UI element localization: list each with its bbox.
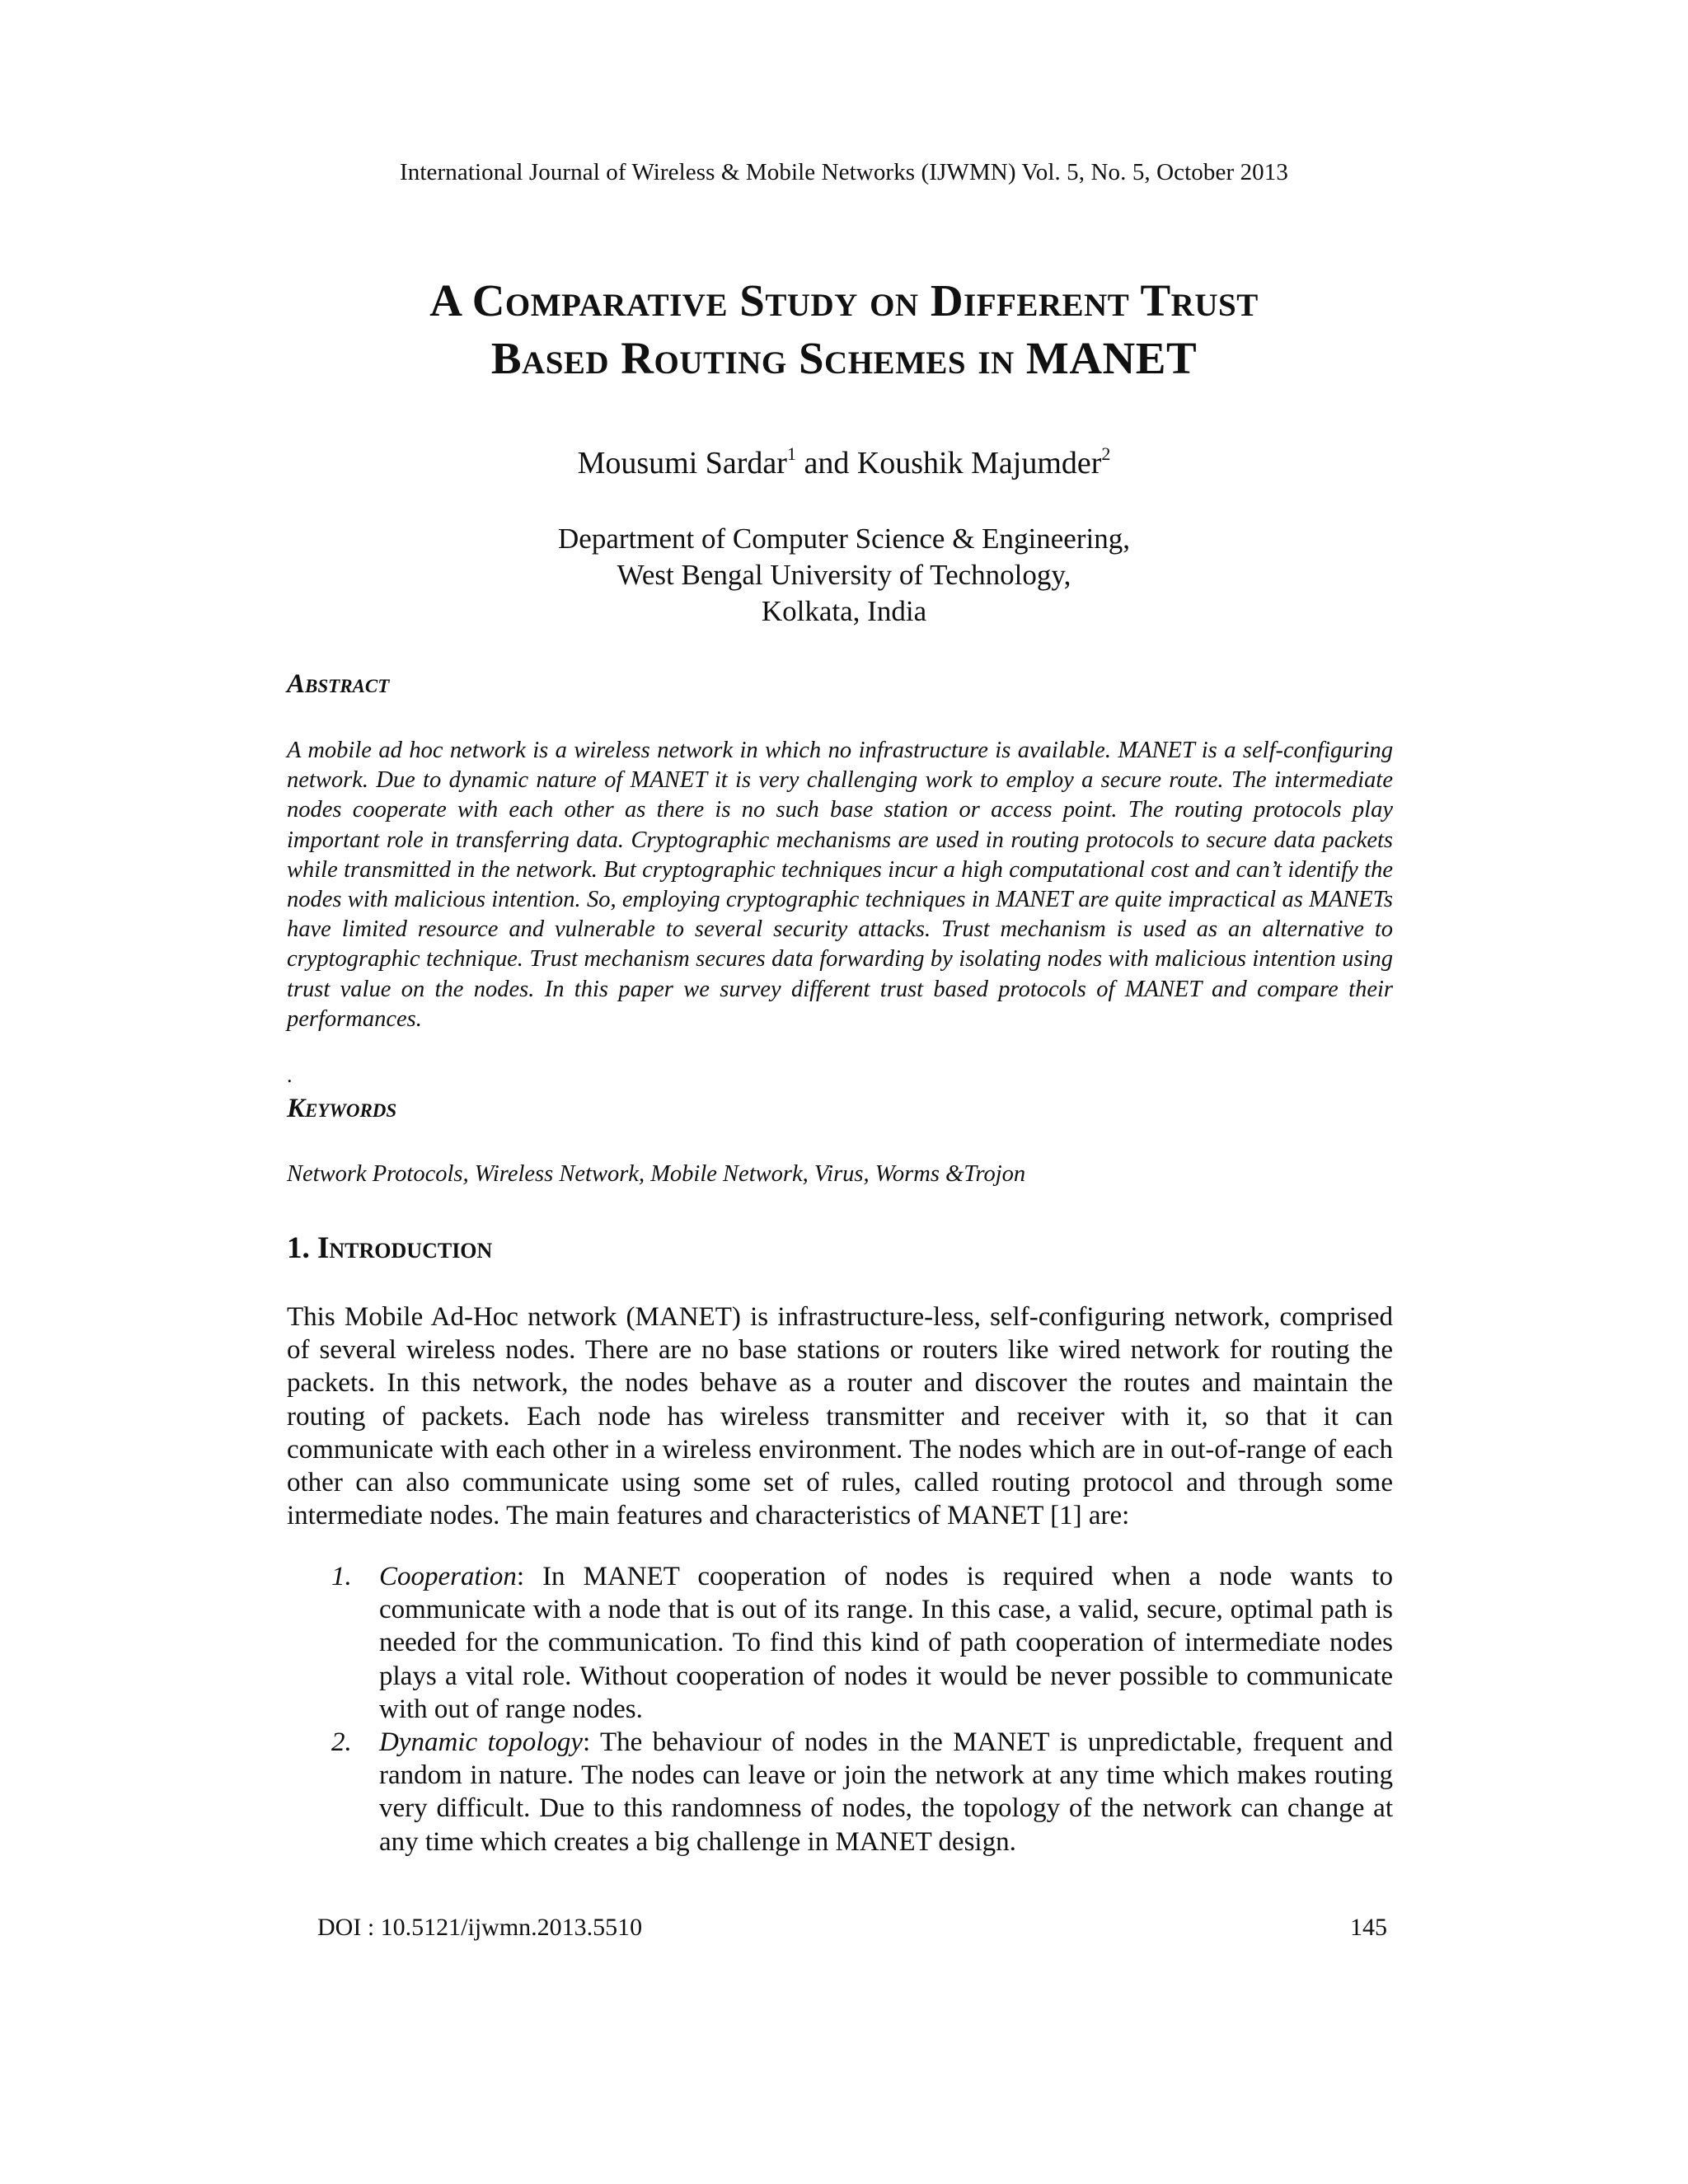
keywords-heading: Keywords bbox=[287, 1094, 397, 1123]
title-line-2: Based Routing Schemes in MANET bbox=[490, 333, 1198, 383]
list-item bbox=[287, 1560, 1393, 1726]
author-1: Mousumi Sardar bbox=[577, 446, 787, 480]
abstract-text: A mobile ad hoc network is a wireless network in which no infrastructure is available. MANET is a self-configuring network. Due to dynamic nature of MANET it is very challenging work to employ a secure route. The intermediate nodes cooperate with each other as there is no such base station or access point. The routing protocols play important role in transferring data. Cryptographic mechanisms are used in routing protocols to secure data packets while transmitted in the network. But cryptographic techniques incur a high computational cost and can’t identify the nodes with malicious intention. So, employing cryptographic techniques in MANET are quite impractical as MANETs have limited resource and vulnerable to several security attacks. Trust mechanism is used as an alternative to cryptographic technique. Trust mechanism secures data forwarding by isolating nodes with malicious intention using trust value on the nodes. In this paper we survey different trust based protocols of MANET and compare their performances. bbox=[287, 738, 1393, 1032]
title-line-1: A Comparative Study on Different Trust bbox=[429, 275, 1259, 326]
introduction-paragraph: This Mobile Ad-Hoc network (MANET) is infrastructure-less, self-configuring network, comprised of several wireless nodes. There are no base stations or routers like wired network for routing the packets. In this network, the nodes behave as a router and discover the routes and maintain the routing of packets. Each node has wireless transmitter and receiver with it, so that it can communicate with each other in a wireless environment. The nodes which are in out-of-range of each other can also communicate using some set of rules, called routing protocol and through some intermediate nodes. The main features and characteristics of MANET [1] are: bbox=[287, 1302, 1393, 1531]
keywords-text: Network Protocols, Wireless Network, Mobile Network, Virus, Worms &Trojon bbox=[287, 1161, 1026, 1187]
author-2-affiliation-mark: 2 bbox=[1101, 443, 1111, 464]
running-header: International Journal of Wireless & Mobile Networks (IJWMN) Vol. 5, No. 5, October 2013 bbox=[400, 159, 1288, 185]
list-item-separator: : bbox=[516, 1562, 525, 1591]
list-item-text: In MANET cooperation of nodes is required when a node wants to communicate with a node that is out of its range. In this case, a valid, secure, optimal path is needed for the communication. To find this kind of path cooperation of intermediate nodes plays a vital role. Without cooperation of nodes it would be never possible to communicate with out of range nodes. bbox=[379, 1562, 1393, 1724]
list-item bbox=[287, 1726, 1393, 1858]
paper-title bbox=[0, 272, 1688, 387]
list-item-number: 2. bbox=[331, 1727, 352, 1758]
affiliation-line-2: West Bengal University of Technology, bbox=[617, 559, 1071, 591]
list-item-term: Cooperation bbox=[379, 1562, 517, 1591]
page-number: 145 bbox=[1350, 1914, 1387, 1941]
affiliation-line-1: Department of Computer Science & Engineering, bbox=[558, 523, 1130, 555]
abstract-heading: Abstract bbox=[287, 669, 390, 699]
author-2: Koushik Majumder bbox=[856, 446, 1102, 480]
list-item-text: The behaviour of nodes in the MANET is unpredictable, frequent and random in nature. The nodes can leave or join the network at any time which makes routing very difficult. Due to this randomness of nodes, the topology of the network can change at any time which creates a big challenge in MANET design. bbox=[379, 1727, 1394, 1857]
list-item-separator: : bbox=[583, 1727, 591, 1758]
author-list bbox=[0, 443, 1688, 481]
characteristics-list bbox=[287, 1560, 1393, 1858]
introduction-heading: 1. Introduction bbox=[287, 1231, 493, 1265]
abstract-trailing-dot: . bbox=[287, 1063, 293, 1087]
affiliation bbox=[0, 521, 1688, 630]
list-item-number: 1. bbox=[331, 1562, 352, 1591]
list-item-term: Dynamic topology bbox=[379, 1727, 584, 1758]
author-1-affiliation-mark: 1 bbox=[786, 443, 796, 464]
footer-doi: DOI : 10.5121/ijwmn.2013.5510 bbox=[317, 1914, 643, 1941]
author-joiner: and bbox=[804, 446, 850, 480]
affiliation-line-3: Kolkata, India bbox=[761, 595, 927, 627]
